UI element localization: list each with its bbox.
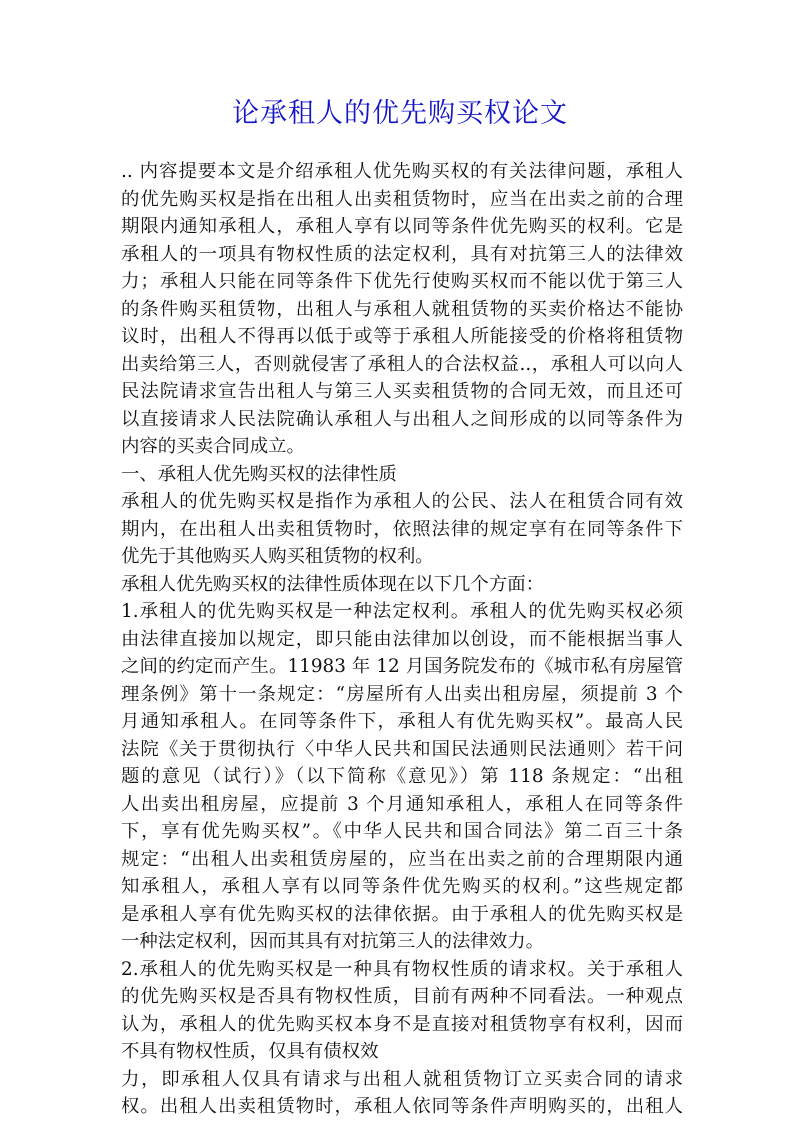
document-body xyxy=(121,158,683,1121)
body-text-line: 2.承租人的优先购买权是一种具有物权性质的请求权。关于承租人 xyxy=(121,958,683,980)
body-text-line: 优先于其他购买人购买租赁物的权利。 xyxy=(121,546,434,567)
body-text-line: 期限内通知承租人，承租人享有以同等条件优先购买的权利。它是 xyxy=(121,216,683,237)
body-text-line: 议时，出租人不得再以低于或等于承租人所能接受的价格将租赁物 xyxy=(121,326,683,347)
body-text-line: 权。出租人出卖租赁物时，承租人依同等条件声明购买的，出租人 xyxy=(121,1096,683,1117)
body-text-line: 内容的买卖合同成立。 xyxy=(121,436,305,457)
body-text-line: 认为，承租人的优先购买权本身不是直接对租赁物享有权利，因而 xyxy=(121,1013,683,1035)
body-text-line: 是承租人享有优先购买权的法律依据。由于承租人的优先购买权是 xyxy=(121,903,683,925)
body-text-line: 1.承租人的优先购买权是一种法定权利。承租人的优先购买权必须 xyxy=(121,601,683,622)
body-text-line: 题的意见（试行）》（以下简称《意见》）第 118 条规定：“出租 xyxy=(121,766,683,787)
document-title: 论承租人的优先购买权论文 xyxy=(232,98,568,129)
body-text-line: .. 内容提要本文是介绍承租人优先购买权的有关法律问题，承租人 xyxy=(121,161,683,182)
body-text-line: 承租人的优先购买权是指作为承租人的公民、法人在租赁合同有效 xyxy=(121,491,683,512)
body-text-line: 一种法定权利，因而其具有对抗第三人的法律效力。 xyxy=(121,931,544,952)
body-text-line: 理条例》第十一条规定：“房屋所有人出卖出租房屋，须提前 3 个 xyxy=(121,683,683,705)
body-text-line: 一、承租人优先购买权的法律性质 xyxy=(121,463,397,485)
body-text-line: 规定：“出租人出卖租赁房屋的，应当在出卖之前的合理期限内通 xyxy=(121,848,683,870)
body-text-line: 力；承租人只能在同等条件下优先行使购买权而不能以优于第三人 xyxy=(121,271,683,292)
body-text-line: 的优先购买权是指在出租人出卖租赁物时，应当在出卖之前的合理 xyxy=(121,188,683,210)
body-text-line: 承租人的一项具有物权性质的法定权利，具有对抗第三人的法律效 xyxy=(121,243,683,265)
body-text-line: 人出卖出租房屋，应提前 3 个月通知承租人，承租人在同等条件 xyxy=(121,793,683,815)
body-text-line: 期内，在出租人出卖租赁物时，依照法律的规定享有在同等条件下 xyxy=(121,518,683,540)
body-text-line: 承租人优先购买权的法律性质体现在以下几个方面： xyxy=(121,573,544,595)
body-text-line: 下，享有优先购买权”。《中华人民共和国合同法》第二百三十条 xyxy=(121,821,683,842)
body-text-line: 民法院请求宣告出租人与第三人买卖租赁物的合同无效，而且还可 xyxy=(121,381,683,402)
body-text-line: 之间的约定而产生。11983 年 12 月国务院发布的《城市私有房屋管 xyxy=(121,656,683,677)
body-text-line: 的条件购买租赁物，出租人与承租人就租赁物的买卖价格达不能协 xyxy=(121,298,683,320)
body-text-line: 法院《关于贯彻执行〈中华人民共和国民法通则民法通则〉若干问 xyxy=(121,738,683,760)
body-text-line: 由法律直接加以规定，即只能由法律加以创设，而不能根据当事人 xyxy=(121,628,683,650)
body-text-line: 以直接请求人民法院确认承租人与出租人之间形成的以同等条件为 xyxy=(121,408,683,430)
body-text-line: 力，即承租人仅具有请求与出租人就租赁物订立买卖合同的请求 xyxy=(121,1068,683,1090)
body-text-line: 的优先购买权是否具有物权性质，目前有两种不同看法。一种观点 xyxy=(121,986,683,1007)
body-text-line: 出卖给第三人，否则就侵害了承租人的合法权益..，承租人可以向人 xyxy=(121,353,683,375)
body-text-line: 知承租人，承租人享有以同等条件优先购买的权利。”这些规定都 xyxy=(121,876,683,897)
body-text-line: 不具有物权性质，仅具有债权效 xyxy=(121,1041,379,1062)
body-text-line: 月通知承租人。在同等条件下，承租人有优先购买权”。最高人民 xyxy=(121,711,683,732)
